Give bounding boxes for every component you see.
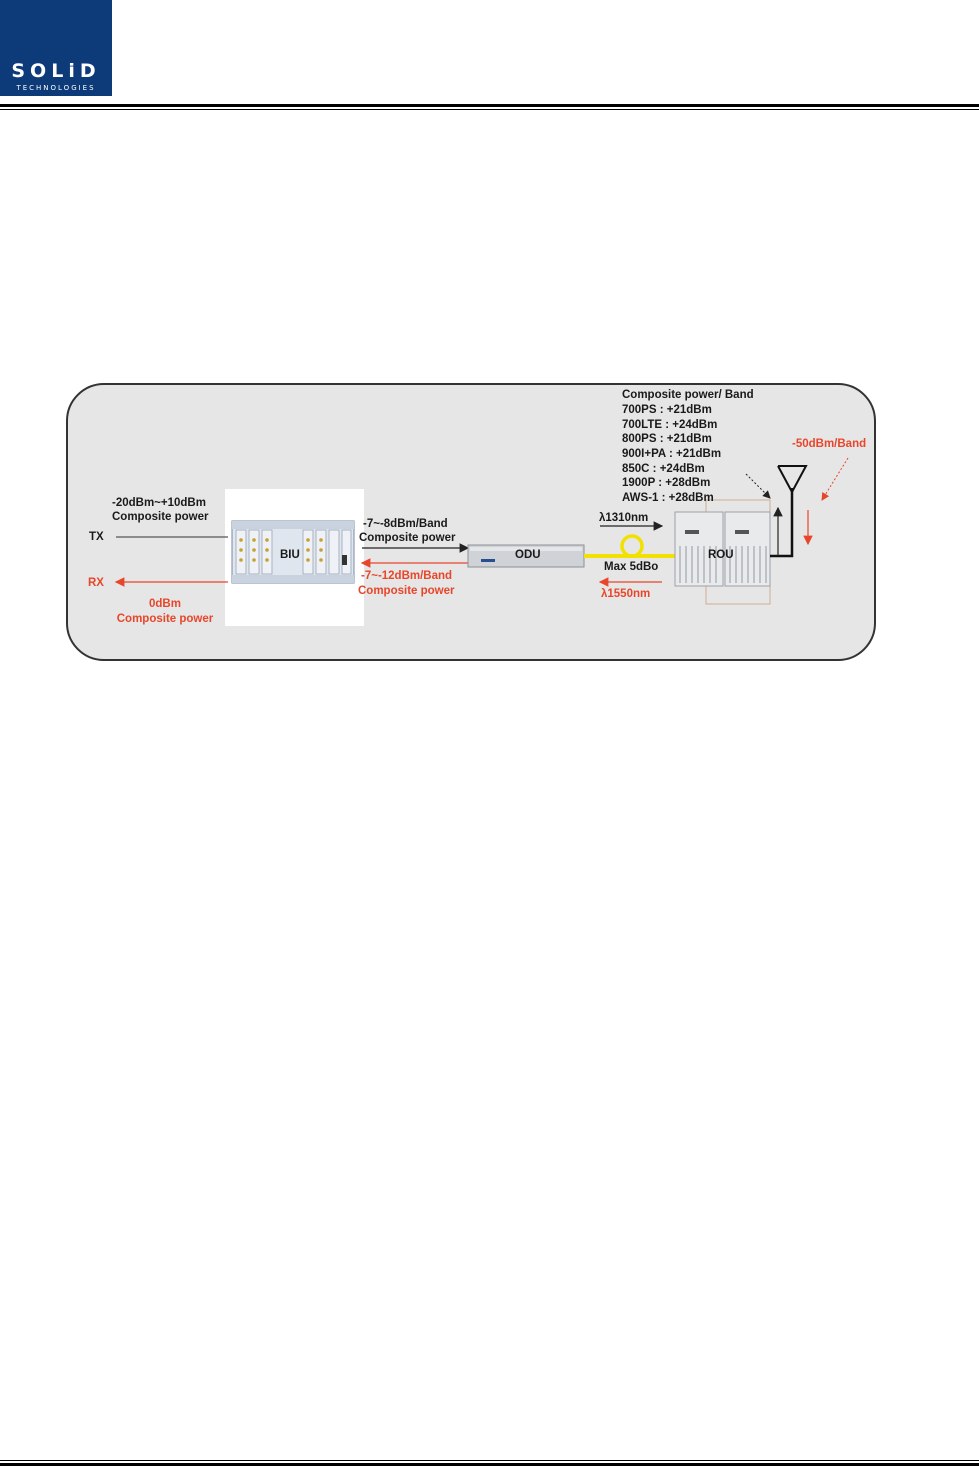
forward-level-unit: Composite power <box>359 532 456 544</box>
tx-input-level: -20dBm~+10dBm <box>112 497 206 509</box>
biu-label: BIU <box>280 549 300 561</box>
rx-output-level: 0dBm <box>149 598 181 610</box>
rou-output-title: Composite power/ Band <box>622 389 754 401</box>
logo-subtitle: TECHNOLOGIES <box>16 84 96 92</box>
band-aws1: AWS-1 : +28dBm <box>622 492 714 504</box>
rou-label: ROU <box>708 549 734 561</box>
optical-loss-label: Max 5dBo <box>604 561 659 573</box>
band-850c: 850C : +24dBm <box>622 463 705 475</box>
odu-label: ODU <box>515 549 541 561</box>
tx-label: TX <box>89 531 104 543</box>
band-1900p: 1900P : +28dBm <box>622 477 711 489</box>
output-pointer-arrow <box>746 474 770 498</box>
forward-level: -7~-8dBm/Band <box>363 518 448 530</box>
tx-input-unit: Composite power <box>112 511 209 523</box>
band-700ps: 700PS : +21dBm <box>622 404 712 416</box>
wavelength-1310: λ1310nm <box>599 512 649 524</box>
rx-label: RX <box>88 577 104 589</box>
uplink-pointer-arrow <box>822 458 848 500</box>
band-700lte: 700LTE : +24dBm <box>622 419 718 431</box>
footer-rule <box>0 1463 979 1466</box>
antenna-feed <box>770 488 792 556</box>
wavelength-1550: λ1550nm <box>601 588 651 600</box>
uplink-input-level: -50dBm/Band <box>792 438 867 450</box>
band-800ps: 800PS : +21dBm <box>622 433 712 445</box>
reverse-level: -7~-12dBm/Band <box>361 570 453 582</box>
logo-wordmark: SOLiD <box>11 60 101 82</box>
footer-rule-thin <box>0 1460 979 1461</box>
fiber-loop <box>622 536 642 556</box>
rx-output-unit: Composite power <box>116 613 214 625</box>
reverse-level-unit: Composite power <box>358 585 455 597</box>
band-900ipa: 900I+PA : +21dBm <box>622 448 722 460</box>
